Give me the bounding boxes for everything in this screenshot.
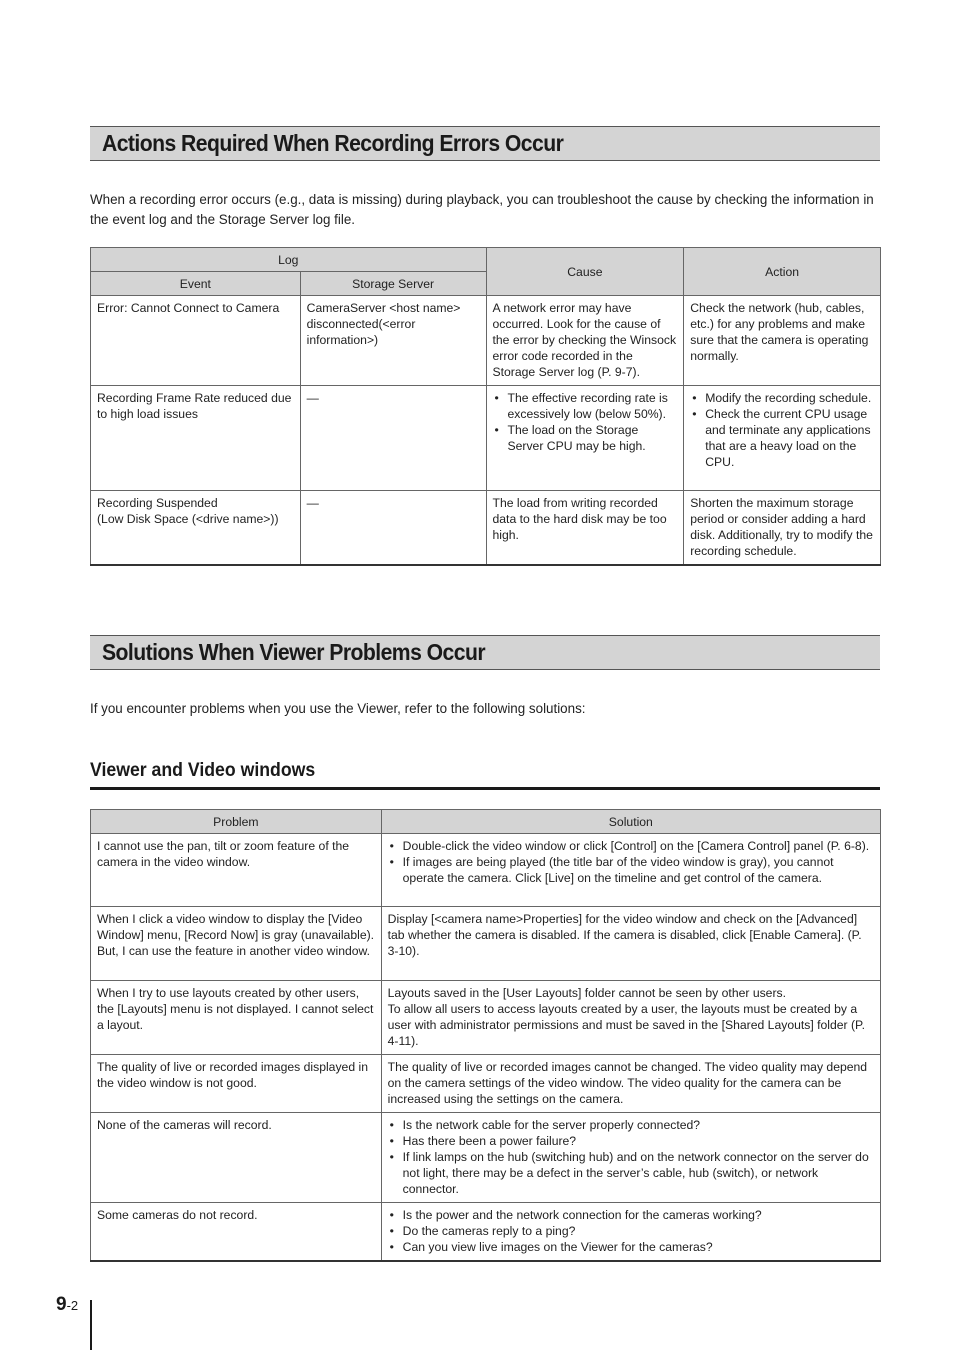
cell-solution	[381, 1113, 880, 1203]
list-item: • If link lamps on the hub (switching hub) and on the network connector on the server do not light, there may be a defect in the server’s cable, hub (switch), or network connector.	[388, 1149, 874, 1197]
list-item: • Is the network cable for the server properly connected?	[388, 1117, 874, 1133]
viewer-problems-table	[90, 809, 881, 1262]
table-row	[91, 386, 881, 491]
table-row	[91, 1113, 881, 1203]
cell-solution: Display [<camera name>Properties] for the video window and check on the [Advanced] tab whether the camera is disabled. If the camera is disabled, click [Enable Camera]. (P. 3-10).	[381, 907, 880, 981]
table-header-row	[91, 248, 881, 272]
list-item: • Has there been a power failure?	[388, 1133, 874, 1149]
table-row	[91, 296, 881, 386]
cell-action: Check the network (hub, cables, etc.) for any problems and make sure that the camera is operating normally.	[684, 296, 881, 386]
list-item: • Check the current CPU usage and terminate any applications that are a heavy load on the CPU.	[690, 406, 874, 470]
cell-solution	[381, 834, 880, 907]
section-header-recording-errors	[90, 126, 880, 161]
solution-line: Layouts saved in the [User Layouts] folder cannot be seen by other users.	[387, 986, 787, 1000]
list-item: • Can you view live images on the Viewer for the cameras?	[388, 1239, 874, 1255]
recording-errors-table	[90, 247, 881, 566]
section-intro: If you encounter problems when you use the Viewer, refer to the following solutions:	[90, 701, 586, 716]
event-line: Recording Suspended	[97, 496, 218, 510]
table-row	[91, 834, 881, 907]
list-item: • Is the power and the network connection for the cameras working?	[388, 1207, 874, 1223]
page-subnumber: -2	[66, 1298, 79, 1313]
cell-problem: None of the cameras will record.	[91, 1113, 382, 1203]
cell-action: Shorten the maximum storage period or consider adding a hard disk. Additionally, try to modify the recording schedule.	[684, 491, 881, 566]
section-title: Solutions When Viewer Problems Occur	[101, 639, 486, 665]
section-intro: When a recording error occurs (e.g., data is missing) during playback, you can troubleshoot the cause by checking the information in the event log and the Storage Server log file.	[90, 192, 874, 227]
cell-problem: The quality of live or recorded images displayed in the video window is not good.	[91, 1055, 382, 1113]
section-header-viewer-problems	[90, 635, 880, 670]
footer-divider	[90, 1300, 92, 1350]
cell-storage: —	[300, 491, 486, 566]
header-event: Event	[91, 272, 301, 296]
list-item: • Modify the recording schedule.	[690, 390, 874, 406]
cell-problem: When I click a video window to display the [Video Window] menu, [Record Now] is gray (unavailable). But, I can use the feature in another video window.	[91, 907, 382, 981]
table-row	[91, 1055, 881, 1113]
list-item: • The effective recording rate is excessively low (below 50%).	[493, 390, 678, 422]
cell-cause: The load from writing recorded data to the hard disk may be too high.	[486, 491, 684, 566]
cell-problem: Some cameras do not record.	[91, 1203, 382, 1262]
cell-solution	[381, 1203, 880, 1262]
header-solution: Solution	[381, 810, 880, 834]
cell-cause	[486, 386, 684, 491]
event-line: (Low Disk Space (<drive name>))	[97, 512, 279, 526]
table-row	[91, 1203, 881, 1262]
list-item: • Double-click the video window or click [Control] on the [Camera Control] panel (P. 6-8).	[388, 838, 874, 854]
table-row	[91, 907, 881, 981]
cell-event: Recording Frame Rate reduced due to high load issues	[91, 386, 301, 491]
solution-line: To allow all users to access layouts created by a user, the layouts must be created by a user with administrator permissions and must be saved in the [Shared Layouts] folder (P. 4-11).	[387, 1002, 865, 1048]
header-cause: Cause	[486, 248, 684, 296]
header-storage-server: Storage Server	[300, 272, 486, 296]
page-number	[56, 1294, 78, 1316]
table-row	[91, 981, 881, 1055]
subsection-title: Viewer and Video windows	[90, 760, 316, 781]
header-log: Log	[91, 248, 487, 272]
list-item: • The load on the Storage Server CPU may be high.	[493, 422, 678, 454]
subsection-header	[90, 757, 880, 790]
list-item: • If images are being played (the title bar of the video window is gray), you cannot operate the camera. Click [Live] on the timeline and get control of the camera.	[388, 854, 874, 886]
chapter-number: 9	[56, 1294, 67, 1315]
header-problem: Problem	[91, 810, 382, 834]
cell-storage: —	[300, 386, 486, 491]
cell-action	[684, 386, 881, 491]
header-action: Action	[684, 248, 881, 296]
cell-event	[91, 491, 301, 566]
cell-solution	[381, 981, 880, 1055]
list-item: • Do the cameras reply to a ping?	[388, 1223, 874, 1239]
cell-event: Error: Cannot Connect to Camera	[91, 296, 301, 386]
cell-storage: CameraServer <host name> disconnected(<error information>)	[300, 296, 486, 386]
cell-solution: The quality of live or recorded images cannot be changed. The video quality may depend on the camera settings of the video window. The video quality for the camera can be increased using the settings on the camera.	[381, 1055, 880, 1113]
table-row	[91, 491, 881, 566]
cell-problem: When I try to use layouts created by other users, the [Layouts] menu is not displayed. I cannot select a layout.	[91, 981, 382, 1055]
table-header-row	[91, 810, 881, 834]
cell-cause: A network error may have occurred. Look for the cause of the error by checking the Winsock error code recorded in the Storage Server log (P. 9-7).	[486, 296, 684, 386]
section-title: Actions Required When Recording Errors Occur	[101, 130, 564, 156]
cell-problem: I cannot use the pan, tilt or zoom feature of the camera in the video window.	[91, 834, 382, 907]
